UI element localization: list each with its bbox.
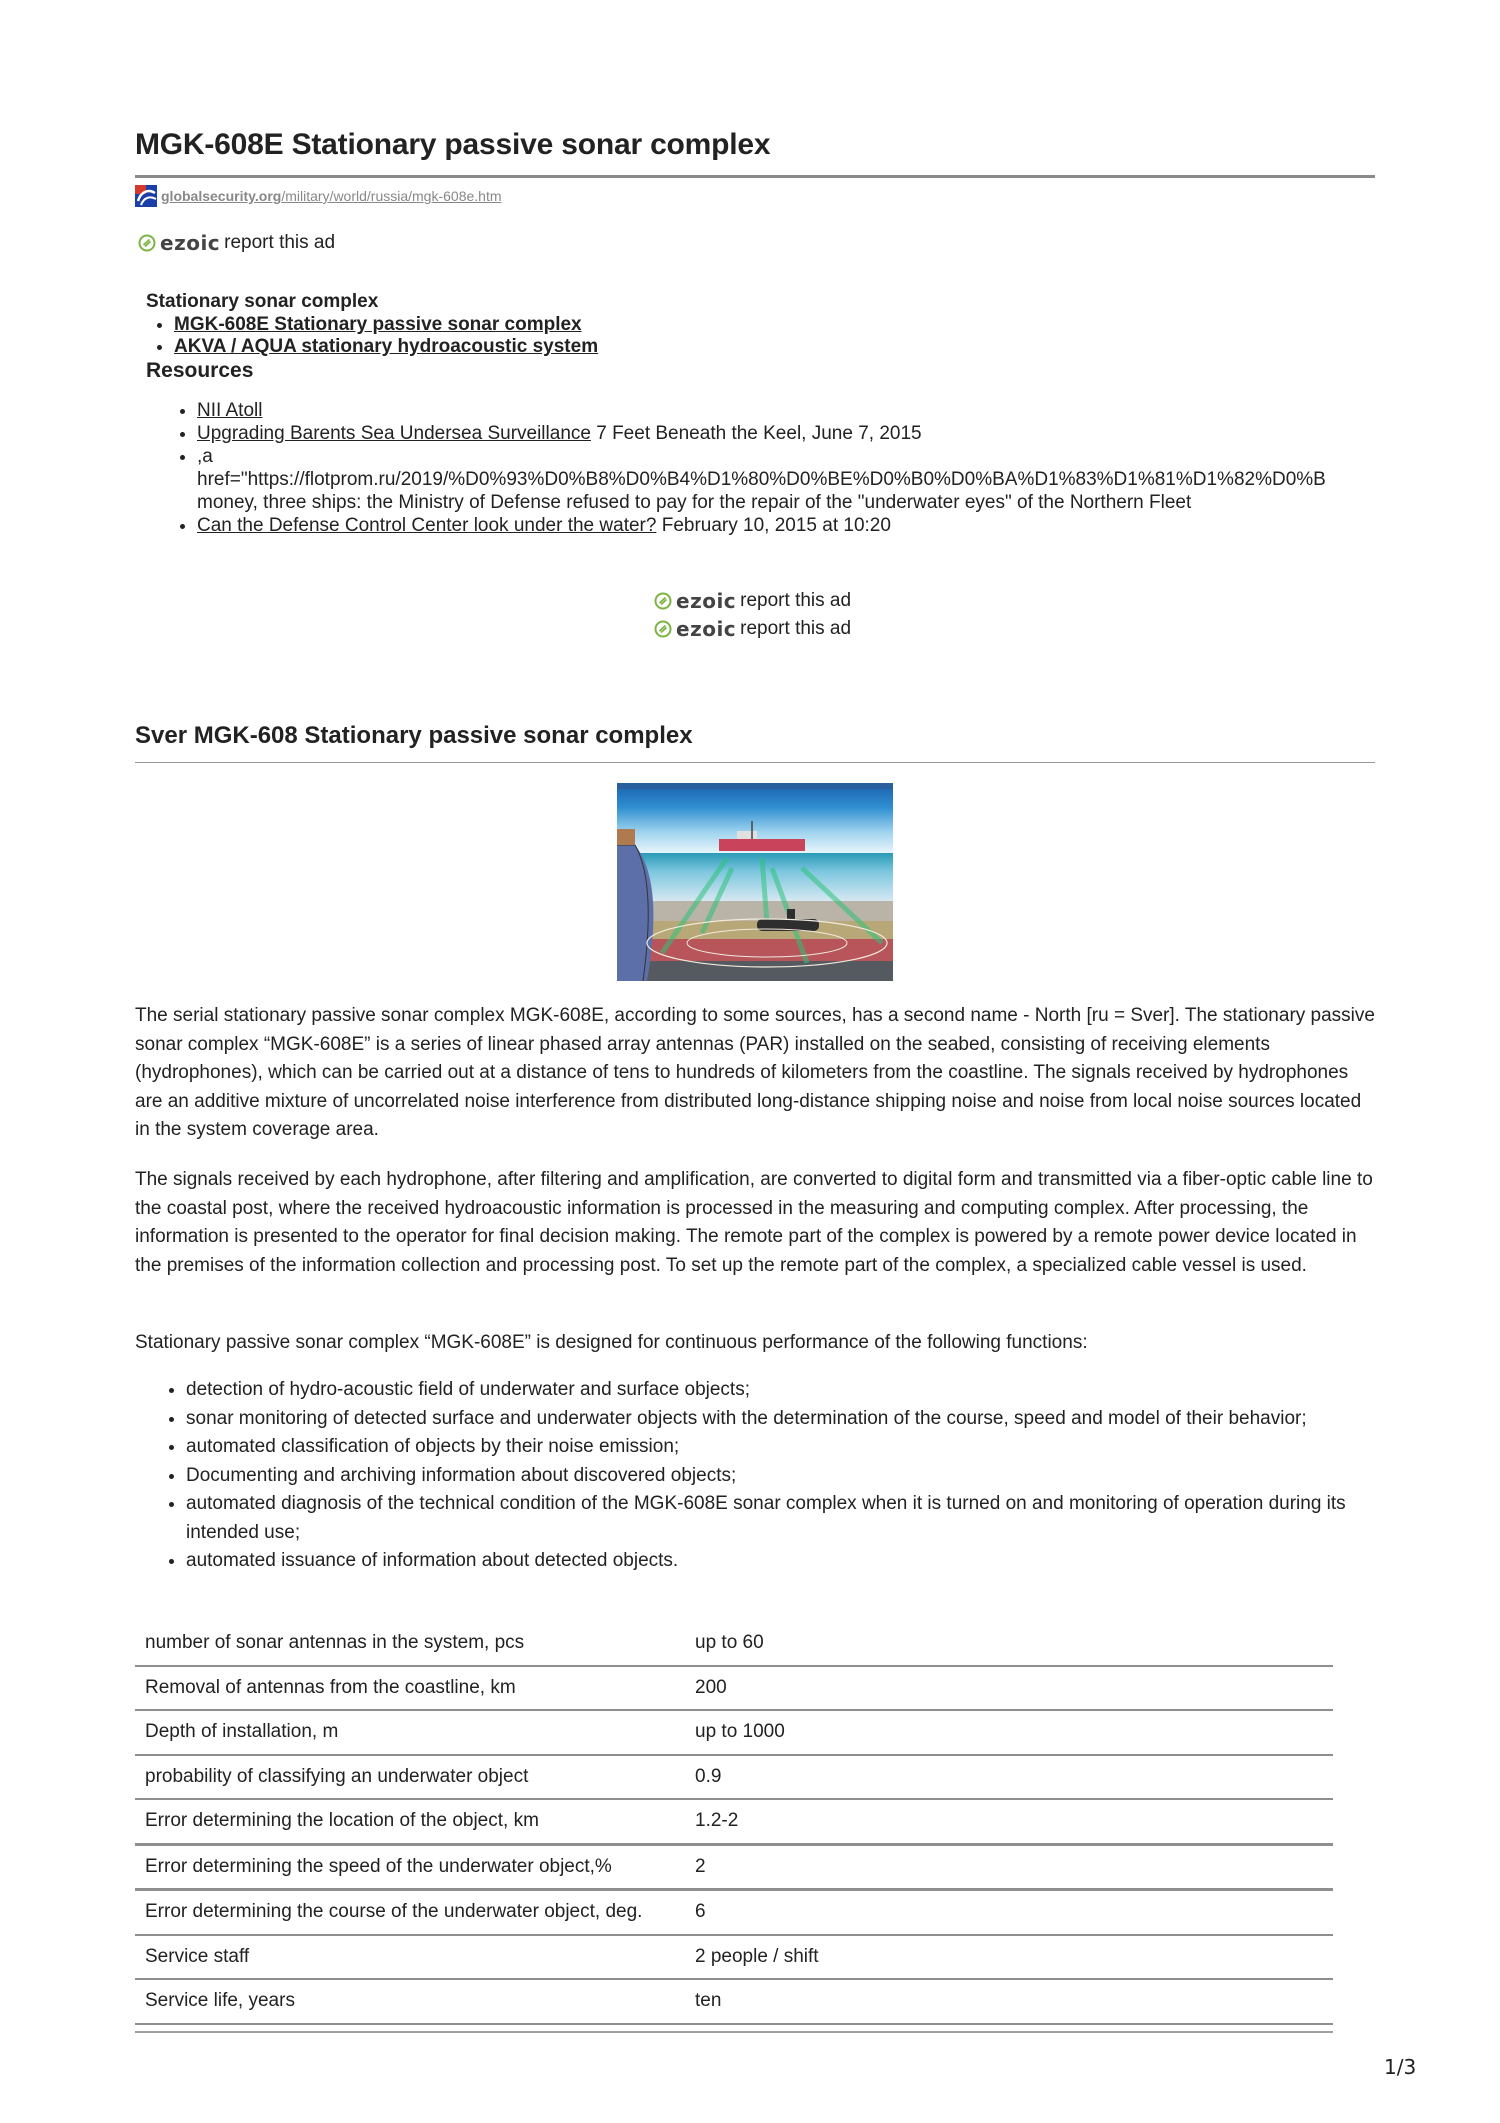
ezoic-check-icon [138,234,156,252]
nav-link-akva[interactable]: AKVA / AQUA stationary hydroacoustic system [174,336,599,357]
spec-value: 2 people / shift [685,1935,1333,1980]
resource-citation: February 10, 2015 at 10:20 [656,515,891,536]
related-nav [146,290,598,384]
spec-value: up to 1000 [685,1710,1333,1755]
paragraph-signal-processing: The signals received by each hydrophone, after filtering and amplification, are converted to digital form and transmitted via a fiber-optic cable line to the coastal post, where the received hydroacoustic information is processed in the measuring and computing complex. After processing, the information is presented to the operator for final decision making. The remote part of the complex is powered by a remote power device located in the premises of the information collection and processing post. To set up the remote part of the complex, a specialized cable vessel is used. [135,1169,1373,1276]
table-row [135,1799,1333,1844]
nav-item [174,336,598,358]
table-row [135,1622,1333,1666]
table-row [135,1890,1333,1935]
spec-value: 2 [685,1844,1333,1890]
page-title: MGK-608E Stationary passive sonar complex [135,128,771,161]
paragraph-intro: The serial stationary passive sonar complex MGK-608E, according to some sources, has a second name - North [ru = Sver]. The stationary passive sonar complex “MGK-608E” is a series of linear phased array antennas (PAR) installed on the seabed, consisting of receiving elements (hydrophones), which can be carried out at a distance of tens to hundreds of kilometers from the coastline. The signals received by hydrophones are an additive mixture of uncorrelated noise interference from distributed long-distance shipping noise and noise from local noise sources located in the system coverage area. [135,1005,1375,1140]
title-divider [135,175,1375,178]
section-title: Sver MGK-608 Stationary passive sonar complex [135,722,693,749]
resource-broken-markup: ,a [197,446,213,467]
functions-list [160,1376,1375,1576]
spec-value: 0.9 [685,1755,1333,1800]
specifications-table [135,1622,1333,2025]
resource-raw-href: href="https://flotprom.ru/2019/%D0%93%D0%B8%D0%B4%D1%80%D0%BE%D0%B0%D0%BA%D1%83%D1%81%D1%82%D0%B [197,469,1326,490]
resource-item [197,399,1410,422]
resources-list [170,399,1410,537]
resource-item [197,422,1410,445]
function-item: • sonar monitoring of detected surface and underwater objects with the determination of the course, speed and model of their behavior; [186,1405,1375,1434]
spec-value: 6 [685,1890,1333,1935]
ezoic-ad-report-3[interactable] [654,617,851,641]
spec-value: 1.2-2 [685,1799,1333,1844]
resource-link-nii-atoll[interactable]: NII Atoll [197,400,263,421]
resource-link-barents-sea[interactable]: Upgrading Barents Sea Undersea Surveillance [197,423,591,444]
spec-value: up to 60 [685,1622,1333,1666]
ezoic-ad-report-1[interactable] [138,231,335,255]
spec-label: Error determining the speed of the underwater object,% [135,1844,685,1890]
sonar-scene-image [617,783,893,981]
table-row [135,1755,1333,1800]
function-item: • detection of hydro-acoustic field of underwater and surface objects; [186,1376,1375,1405]
function-item: • automated classification of objects by their noise emission; [186,1433,1375,1462]
resources-heading: Resources [146,359,254,382]
table-row [135,1710,1333,1755]
ezoic-check-icon [654,620,672,638]
table-row [135,1844,1333,1890]
spec-label: Service life, years [135,1979,685,2024]
table-row [135,1935,1333,1980]
nav-list [146,314,598,358]
nav-heading: Stationary sonar complex [146,291,379,312]
spec-label: Error determining the location of the object, km [135,1799,685,1844]
report-ad-link[interactable]: report this ad [740,590,852,611]
source-url[interactable]: globalsecurity.org/military/world/russia/mgk-608e.htm [161,188,502,204]
sonar-illustration [617,783,893,981]
table-row [135,1666,1333,1711]
page-number: 1/3 [1384,2055,1417,2079]
ezoic-ad-report-2[interactable] [654,589,851,613]
spec-value: 200 [685,1666,1333,1711]
ezoic-check-icon [654,592,672,610]
ezoic-logo: ezoic [160,231,221,255]
ezoic-logo: ezoic [676,589,737,613]
report-ad-link[interactable]: report this ad [740,618,852,639]
spec-label: Error determining the course of the underwater object, deg. [135,1890,685,1935]
section-divider [135,762,1375,763]
table-bottom-rule [135,2031,1333,2033]
spec-label: Depth of installation, m [135,1710,685,1755]
resource-item [197,514,1410,537]
spec-label: number of sonar antennas in the system, pcs [135,1622,685,1666]
resource-link-defense-control-center[interactable]: Can the Defense Control Center look under the water? [197,515,657,536]
resource-item [197,445,1410,514]
spec-value: ten [685,1979,1333,2024]
report-ad-link[interactable]: report this ad [224,232,336,253]
function-item: • Documenting and archiving information about discovered objects; [186,1462,1375,1491]
spec-label: Service staff [135,1935,685,1980]
paragraph-functions-intro: Stationary passive sonar complex “MGK-608E” is designed for continuous performance of the following functions: [135,1332,1088,1353]
spec-label: probability of classifying an underwater object [135,1755,685,1800]
nav-link-mgk-608e[interactable]: MGK-608E Stationary passive sonar complex [174,314,582,335]
ezoic-logo: ezoic [676,617,737,641]
resource-raw-title: money, three ships: the Ministry of Defense refused to pay for the repair of the "underwater eyes" of the Northern Fleet [197,492,1192,513]
spec-label: Removal of antennas from the coastline, km [135,1666,685,1711]
table-row [135,1979,1333,2024]
resource-citation: 7 Feet Beneath the Keel, June 7, 2015 [590,423,922,444]
function-item: • automated diagnosis of the technical condition of the MGK-608E sonar complex when it is turned on and monitoring of operation during its intended use; [186,1490,1375,1547]
source-link[interactable] [135,185,502,207]
nav-item [174,314,598,336]
globalsecurity-favicon-icon [135,185,157,207]
function-item: • automated issuance of information about detected objects. [186,1547,1375,1576]
